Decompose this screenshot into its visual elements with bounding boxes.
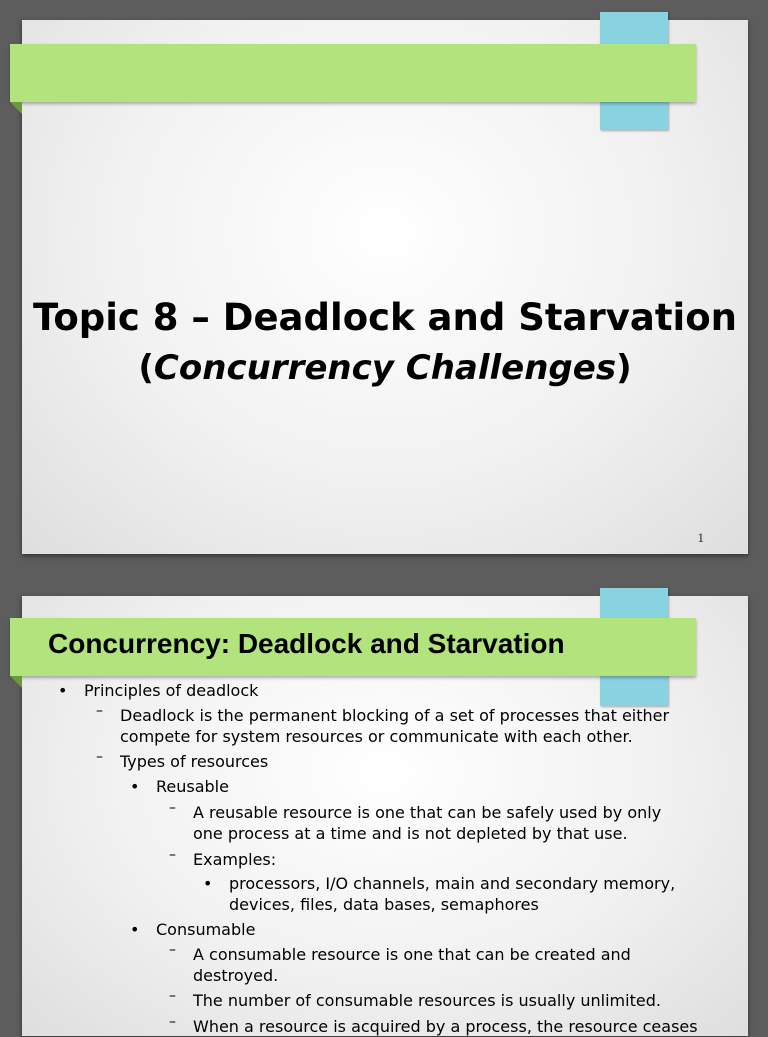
list-item [169, 847, 693, 870]
dash-marker: – [169, 1014, 176, 1030]
bullet-marker: • [58, 681, 68, 700]
subtitle-italic-text: Concurrency Challenges [153, 348, 617, 388]
ribbon-fold [10, 676, 22, 688]
list-item [169, 800, 693, 844]
dash-marker: – [169, 942, 176, 958]
list-item-text: The number of consumable resources is usually unlimited. [193, 991, 661, 1010]
decorative-green-ribbon [10, 44, 696, 102]
subtitle-close-paren: ) [616, 348, 632, 388]
subtitle-open-paren: ( [138, 348, 154, 388]
slide-subtitle [22, 348, 748, 388]
list-item [169, 988, 693, 1011]
list-item-text: Reusable [156, 777, 229, 796]
list-item-text: Consumable [156, 920, 256, 939]
list-item [169, 942, 673, 986]
list-item [203, 873, 689, 915]
list-item-text: Examples: [193, 850, 277, 869]
list-item [130, 919, 676, 940]
bullet-marker: • [130, 777, 140, 796]
list-item [169, 1014, 713, 1037]
page-number: 1 [697, 530, 704, 545]
list-item-text: processors, I/O channels, main and secondary memory, devices, files, data bases, semaphores [229, 874, 676, 914]
dash-marker: – [169, 847, 176, 863]
dash-marker: – [169, 988, 176, 1004]
content-slide [22, 596, 748, 1036]
list-item-text: Types of resources [120, 752, 269, 771]
list-item-text: Deadlock is the permanent blocking of a set of processes that either compete for system resources or communicate with each other. [120, 706, 670, 746]
list-item-text: When a resource is acquired by a process, the resource ceases [193, 1017, 698, 1036]
slide-heading: Concurrency: Deadlock and Starvation [48, 628, 565, 659]
title-slide [22, 20, 748, 554]
list-item [58, 680, 684, 701]
dash-marker: – [169, 800, 176, 816]
bullet-marker: • [203, 874, 213, 893]
bullet-marker: • [130, 920, 140, 939]
dash-marker: – [96, 703, 103, 719]
list-item-text: Principles of deadlock [84, 681, 259, 700]
dash-marker: – [96, 749, 103, 765]
list-item-text: A consumable resource is one that can be created and destroyed. [193, 945, 631, 985]
list-item [130, 776, 676, 797]
list-item [96, 749, 680, 772]
slide-title: Topic 8 – Deadlock and Starvation [33, 296, 737, 339]
list-item [96, 703, 680, 747]
list-item-text: A reusable resource is one that can be safely used by only one process at a time and is not depleted by that use. [193, 803, 662, 843]
ribbon-fold [10, 102, 22, 114]
